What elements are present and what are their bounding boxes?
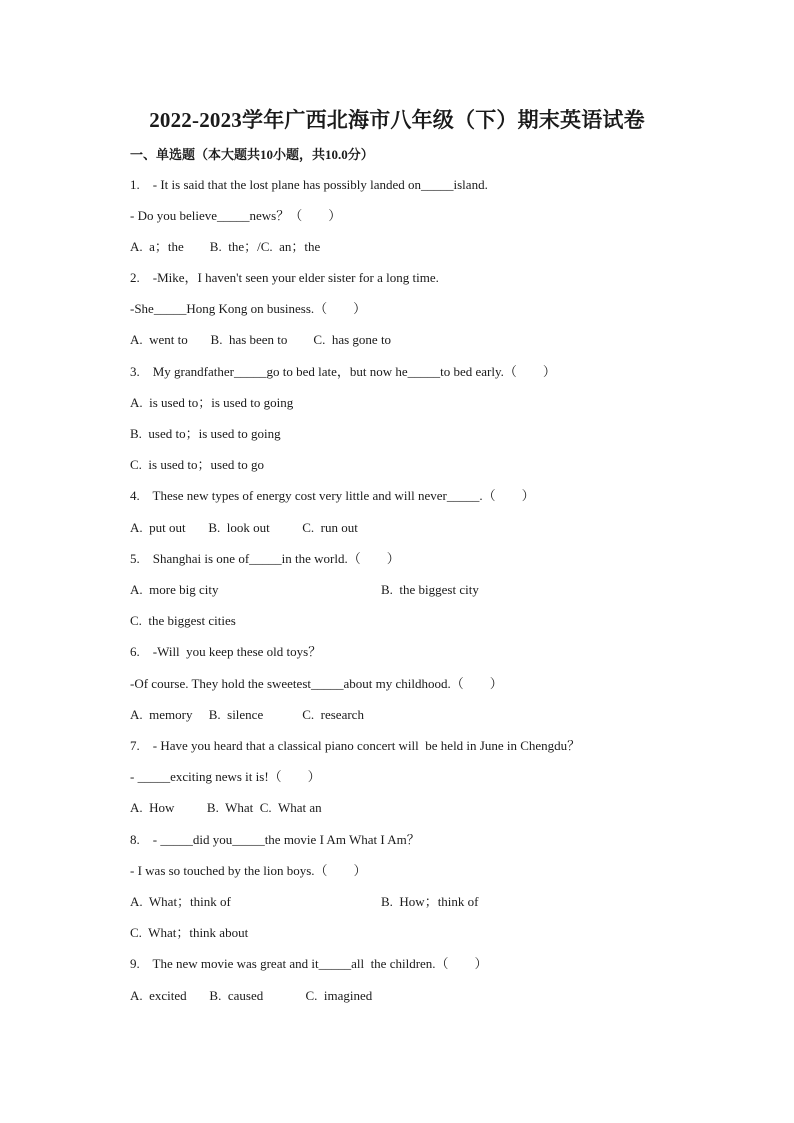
question-5-option-c: C. the biggest cities — [130, 613, 236, 628]
question-9: 9. The new movie was great and it_____all the children.（ ） — [130, 956, 488, 971]
section-heading: 一、单选题（本大题共10小题，共10.0分） — [130, 147, 374, 162]
question-8-option-b: B. How；think of — [381, 894, 479, 909]
question-2: 2. -Mike，I haven't seen your elder sister for a long time. — [130, 270, 439, 285]
question-3-option-c: C. is used to；used to go — [130, 457, 264, 472]
question-1-reply: - Do you believe_____news？（ ） — [130, 208, 342, 223]
question-3: 3. My grandfather_____go to bed late，but now he_____to bed early.（ ） — [130, 364, 556, 379]
question-3-option-a: A. is used to；is used to going — [130, 395, 294, 410]
question-9-options: A. excited B. caused C. imagined — [130, 988, 373, 1003]
question-8-options-row — [130, 893, 630, 911]
question-3-option-b: B. used to；is used to going — [130, 426, 281, 441]
question-8-option-a: A. What；think of — [130, 894, 231, 909]
question-1-options: A. a；the B. the；/C. an；the — [130, 239, 321, 254]
question-8-reply: - I was so touched by the lion boys.（ ） — [130, 863, 367, 878]
question-7-options: A. How B. What C. What an — [130, 800, 322, 815]
question-8: 8. - _____did you_____the movie I Am What I Am？ — [130, 832, 420, 847]
question-6-options: A. memory B. silence C. research — [130, 707, 364, 722]
question-5-options-row — [130, 581, 630, 599]
question-6-reply: -Of course. They hold the sweetest_____about my childhood.（ ） — [130, 676, 503, 691]
question-4: 4. These new types of energy cost very little and will never_____.（ ） — [130, 488, 535, 503]
question-5-option-b: B. the biggest city — [381, 582, 479, 597]
question-7-reply: - _____exciting news it is!（ ） — [130, 769, 321, 784]
page-title: 2022-2023学年广西北海市八年级（下）期末英语试卷 — [149, 108, 645, 132]
question-5: 5. Shanghai is one of_____in the world.（ ） — [130, 551, 400, 566]
question-2-options: A. went to B. has been to C. has gone to — [130, 332, 392, 347]
question-6: 6. -Will you keep these old toys？ — [130, 644, 322, 659]
question-8-option-c: C. What；think about — [130, 925, 249, 940]
question-1: 1. - It is said that the lost plane has possibly landed on_____island. — [130, 177, 488, 192]
question-2-reply: -She_____Hong Kong on business.（ ） — [130, 301, 367, 316]
question-7: 7. - Have you heard that a classical piano concert will be held in June in Chengdu？ — [130, 738, 581, 753]
question-4-options: A. put out B. look out C. run out — [130, 520, 358, 535]
question-5-option-a: A. more big city — [130, 582, 219, 597]
